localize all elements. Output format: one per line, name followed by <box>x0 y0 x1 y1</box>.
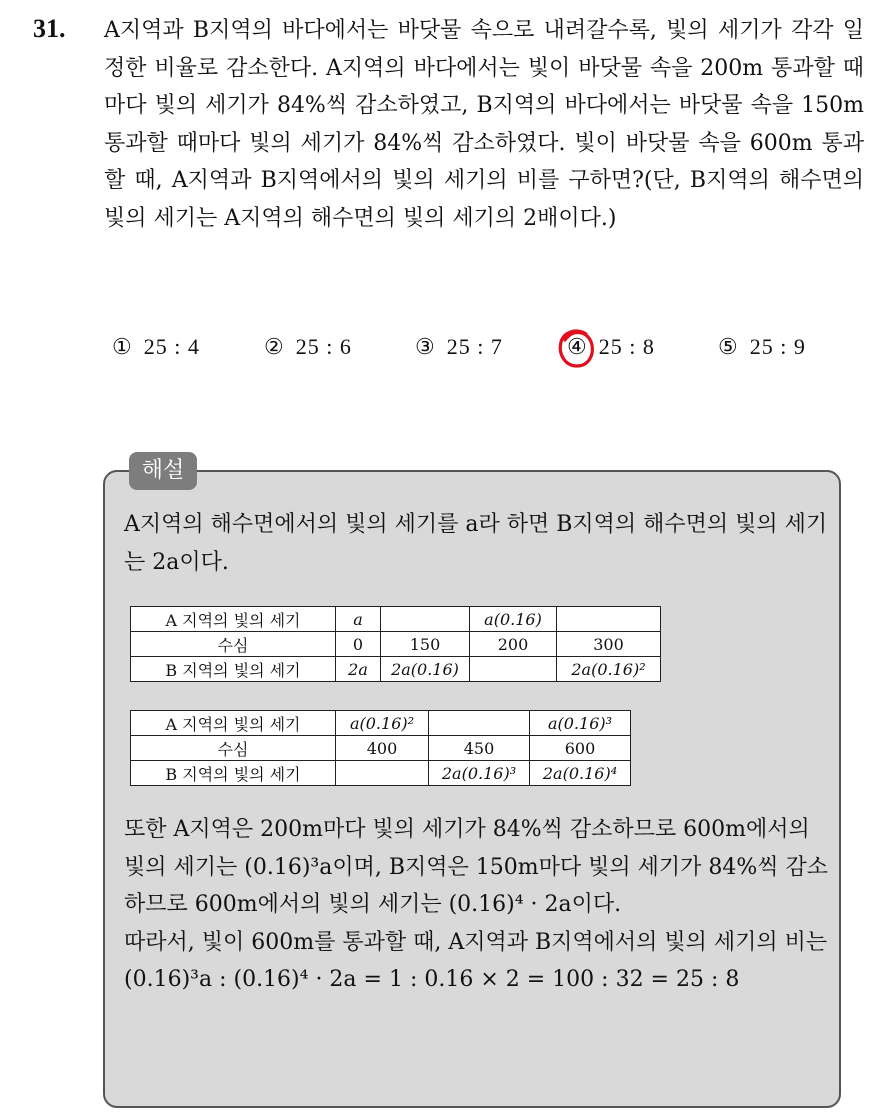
table-cell <box>336 761 429 786</box>
row-label: 수심 <box>131 736 336 761</box>
choice-value: 25 : 7 <box>446 334 503 359</box>
row-label: A 지역의 빛의 세기 <box>131 711 336 736</box>
table-cell: 300 <box>557 632 661 657</box>
choice-number: ④ <box>567 334 587 359</box>
explanation-tag: 해설 <box>129 452 197 490</box>
choice-5[interactable] <box>718 334 806 360</box>
explanation-formula: (0.16)³a : (0.16)⁴ · 2a = 1 : 0.16 × 2 = 100 : 32 = 25 : 8 <box>124 967 740 992</box>
table-cell: 2a <box>336 657 381 682</box>
table-cell: a(0.16) <box>470 607 557 632</box>
table-row <box>131 632 661 657</box>
table-cell <box>429 711 530 736</box>
table-cell <box>557 607 661 632</box>
answer-choices <box>112 334 832 370</box>
choice-number: ② <box>264 334 284 359</box>
table-cell: 2a(0.16) <box>381 657 470 682</box>
question-text <box>104 12 864 237</box>
question-body: A지역과 B지역의 바다에서는 바닷물 속으로 내려갈수록, 빛의 세기가 각각 일정한 비율로 감소한다. A지역의 바다에서는 빛이 바닷물 속을 200m 통과할 때마다 빛의 세기가 84%씩 감소하였고, B지역의 바다에서는 바닷물 속을 150m 통과할 때마다 빛의 세기가 84%씩 감소하였다. 빛이 바닷물 속을 600m 통과할 때, A지역과 B지역에서의 빛의 세기의 비를 구하면?(단, B지역의 해수면의 빛의 세기는 A지역의 해수면의 빛의 세기의 2배이다.) <box>104 18 864 231</box>
choice-value: 25 : 8 <box>598 334 655 359</box>
row-label: B 지역의 빛의 세기 <box>131 761 336 786</box>
explanation-body <box>124 811 836 999</box>
choice-number: ⑤ <box>718 334 738 359</box>
question-number: 31. <box>33 14 66 43</box>
choice-3[interactable] <box>415 334 503 360</box>
choice-1[interactable] <box>112 334 200 360</box>
explanation-intro-text: A지역의 해수면에서의 빛의 세기를 a라 하면 B지역의 해수면의 빛의 세기는 2a이다. <box>124 512 828 575</box>
table-cell: 150 <box>381 632 470 657</box>
choice-number: ① <box>112 334 132 359</box>
choice-2[interactable] <box>264 334 352 360</box>
table-row <box>131 761 631 786</box>
choice-number: ③ <box>415 334 435 359</box>
table-cell: 2a(0.16)³ <box>429 761 530 786</box>
table-cell: a(0.16)² <box>336 711 429 736</box>
table-cell: 200 <box>470 632 557 657</box>
choice-value: 25 : 6 <box>295 334 352 359</box>
choice-value: 25 : 4 <box>143 334 200 359</box>
table-cell: 2a(0.16)⁴ <box>530 761 631 786</box>
table-cell <box>381 607 470 632</box>
table-cell <box>470 657 557 682</box>
table-row <box>131 607 661 632</box>
explanation-paragraph-2: 따라서, 빛이 600m를 통과할 때, A지역과 B지역에서의 빛의 세기의 비는 <box>124 929 828 955</box>
explanation-intro <box>124 506 836 581</box>
table-row <box>131 736 631 761</box>
table-cell: 450 <box>429 736 530 761</box>
row-label: B 지역의 빛의 세기 <box>131 657 336 682</box>
table-cell: 600 <box>530 736 631 761</box>
depth-table-2 <box>130 710 631 786</box>
table-row <box>131 657 661 682</box>
table-row <box>131 711 631 736</box>
answer-circle-mark <box>556 326 596 370</box>
explanation-paragraph-1: 또한 A지역은 200m마다 빛의 세기가 84%씩 감소하므로 600m에서의 빛의 세기는 (0.16)³a이며, B지역은 150m마다 빛의 세기가 84%씩 감소하므로 600m에서의 빛의 세기는 (0.16)⁴ · 2a이다. <box>124 817 828 917</box>
table-cell: 2a(0.16)² <box>557 657 661 682</box>
row-label: A 지역의 빛의 세기 <box>131 607 336 632</box>
choice-value: 25 : 9 <box>749 334 806 359</box>
table-cell: a <box>336 607 381 632</box>
row-label: 수심 <box>131 632 336 657</box>
table-cell: 400 <box>336 736 429 761</box>
table-cell: a(0.16)³ <box>530 711 631 736</box>
table-cell: 0 <box>336 632 381 657</box>
depth-table-1 <box>130 606 661 682</box>
